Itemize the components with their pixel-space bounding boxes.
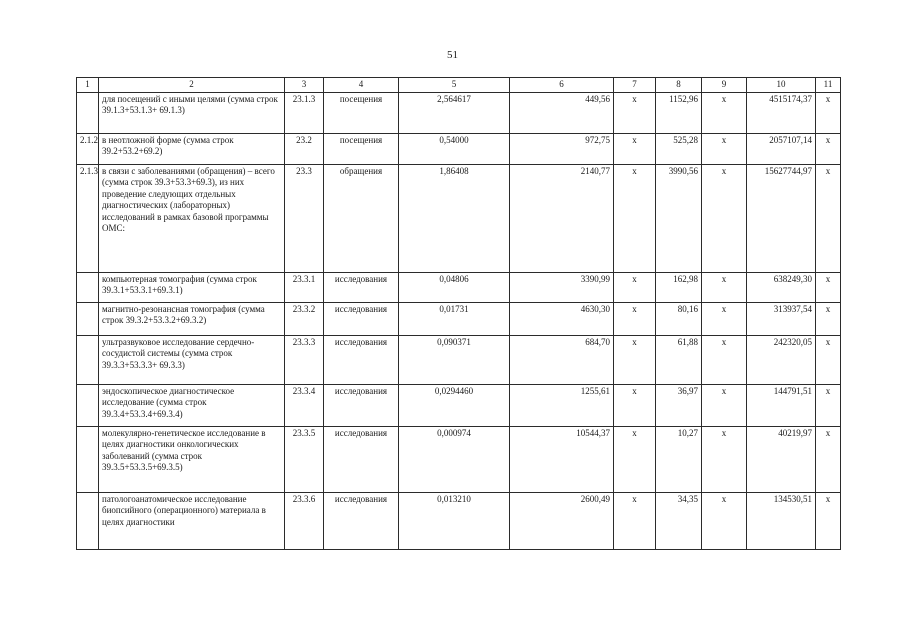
row-number <box>77 492 99 549</box>
row-unit: исследования <box>324 384 399 426</box>
cell-col10: 40219,97 <box>747 426 816 492</box>
table-row <box>77 384 841 426</box>
header-cell: 5 <box>399 78 510 93</box>
cell-col5: 1,86408 <box>399 164 510 272</box>
cell-col11: х <box>816 133 841 164</box>
cell-col9: х <box>702 492 747 549</box>
row-number: 2.1.2 <box>77 133 99 164</box>
cell-col8: 80,16 <box>656 302 702 335</box>
row-name: ультразвуковое исследование сердечно-сосудистой системы (сумма строк 39.3.3+53.3.3+ 69.3.3) <box>99 335 285 384</box>
table-row <box>77 492 841 549</box>
cell-col5: 0,013210 <box>399 492 510 549</box>
row-code: 23.3.6 <box>285 492 324 549</box>
data-table <box>76 77 841 550</box>
header-cell: 10 <box>747 78 816 93</box>
cell-col7: х <box>614 133 656 164</box>
row-name: магнитно-резонансная томография (сумма строк 39.3.2+53.3.2+69.3.2) <box>99 302 285 335</box>
row-unit: посещения <box>324 92 399 133</box>
cell-col8: 61,88 <box>656 335 702 384</box>
header-cell: 8 <box>656 78 702 93</box>
row-code: 23.3.1 <box>285 272 324 302</box>
cell-col7: х <box>614 302 656 335</box>
cell-col11: х <box>816 164 841 272</box>
cell-col8: 34,35 <box>656 492 702 549</box>
row-unit: посещения <box>324 133 399 164</box>
row-name: компьютерная томография (сумма строк 39.3.1+53.3.1+69.3.1) <box>99 272 285 302</box>
cell-col6: 684,70 <box>510 335 614 384</box>
row-unit: исследования <box>324 272 399 302</box>
table-row <box>77 302 841 335</box>
cell-col8: 10,27 <box>656 426 702 492</box>
cell-col9: х <box>702 426 747 492</box>
row-name: в неотложной форме (сумма строк 39.2+53.2+69.2) <box>99 133 285 164</box>
row-code: 23.1.3 <box>285 92 324 133</box>
header-cell: 7 <box>614 78 656 93</box>
cell-col11: х <box>816 426 841 492</box>
header-row <box>77 78 841 93</box>
cell-col8: 162,98 <box>656 272 702 302</box>
header-cell: 4 <box>324 78 399 93</box>
cell-col6: 1255,61 <box>510 384 614 426</box>
row-code: 23.3.5 <box>285 426 324 492</box>
cell-col8: 1152,96 <box>656 92 702 133</box>
row-unit: обращения <box>324 164 399 272</box>
cell-col7: х <box>614 426 656 492</box>
cell-col11: х <box>816 384 841 426</box>
header-cell: 6 <box>510 78 614 93</box>
table-row <box>77 92 841 133</box>
cell-col7: х <box>614 272 656 302</box>
cell-col8: 525,28 <box>656 133 702 164</box>
cell-col9: х <box>702 384 747 426</box>
row-unit: исследования <box>324 426 399 492</box>
cell-col6: 972,75 <box>510 133 614 164</box>
cell-col7: х <box>614 335 656 384</box>
row-name: эндоскопическое диагностическое исследование (сумма строк 39.3.4+53.3.4+69.3.4) <box>99 384 285 426</box>
cell-col11: х <box>816 335 841 384</box>
cell-col9: х <box>702 133 747 164</box>
row-code: 23.2 <box>285 133 324 164</box>
row-code: 23.3.4 <box>285 384 324 426</box>
row-code: 23.3.3 <box>285 335 324 384</box>
header-cell: 11 <box>816 78 841 93</box>
cell-col10: 144791,51 <box>747 384 816 426</box>
cell-col11: х <box>816 302 841 335</box>
row-unit: исследования <box>324 492 399 549</box>
cell-col6: 10544,37 <box>510 426 614 492</box>
cell-col5: 0,54000 <box>399 133 510 164</box>
cell-col10: 15627744,97 <box>747 164 816 272</box>
cell-col9: х <box>702 92 747 133</box>
cell-col5: 2,564617 <box>399 92 510 133</box>
row-name: в связи с заболеваниями (обращения) – всего (сумма строк 39.3+53.3+69.3), из них проведение следующих отдельных диагностических (лабораторных) исследований в рамках базовой программы ОМС: <box>99 164 285 272</box>
cell-col11: х <box>816 492 841 549</box>
cell-col5: 0,01731 <box>399 302 510 335</box>
cell-col10: 638249,30 <box>747 272 816 302</box>
row-unit: исследования <box>324 302 399 335</box>
cell-col9: х <box>702 335 747 384</box>
cell-col10: 134530,51 <box>747 492 816 549</box>
cell-col6: 3390,99 <box>510 272 614 302</box>
cell-col6: 449,56 <box>510 92 614 133</box>
cell-col10: 2057107,14 <box>747 133 816 164</box>
row-number <box>77 335 99 384</box>
row-number <box>77 272 99 302</box>
cell-col5: 0,0294460 <box>399 384 510 426</box>
row-code: 23.3.2 <box>285 302 324 335</box>
cell-col7: х <box>614 92 656 133</box>
cell-col10: 313937,54 <box>747 302 816 335</box>
row-number <box>77 426 99 492</box>
cell-col7: х <box>614 492 656 549</box>
cell-col8: 3990,56 <box>656 164 702 272</box>
cell-col6: 4630,30 <box>510 302 614 335</box>
header-cell: 1 <box>77 78 99 93</box>
row-number: 2.1.3 <box>77 164 99 272</box>
cell-col10: 4515174,37 <box>747 92 816 133</box>
cell-col10: 242320,05 <box>747 335 816 384</box>
row-name: для посещений с иными целями (сумма строк 39.1.3+53.1.3+ 69.1.3) <box>99 92 285 133</box>
page-number: 51 <box>447 49 458 61</box>
cell-col11: х <box>816 92 841 133</box>
header-cell: 2 <box>99 78 285 93</box>
table-row <box>77 272 841 302</box>
row-number <box>77 384 99 426</box>
row-number <box>77 302 99 335</box>
cell-col9: х <box>702 164 747 272</box>
table-row <box>77 133 841 164</box>
table-row <box>77 335 841 384</box>
cell-col5: 0,000974 <box>399 426 510 492</box>
row-name: патологоанатомическое исследование биопсийного (операционного) материала в целях диагностики <box>99 492 285 549</box>
cell-col9: х <box>702 302 747 335</box>
cell-col5: 0,090371 <box>399 335 510 384</box>
cell-col11: х <box>816 272 841 302</box>
table-row <box>77 164 841 272</box>
cell-col7: х <box>614 384 656 426</box>
table-row <box>77 426 841 492</box>
cell-col5: 0,04806 <box>399 272 510 302</box>
cell-col6: 2600,49 <box>510 492 614 549</box>
row-code: 23.3 <box>285 164 324 272</box>
cell-col8: 36,97 <box>656 384 702 426</box>
cell-col7: х <box>614 164 656 272</box>
row-unit: исследования <box>324 335 399 384</box>
row-number <box>77 92 99 133</box>
header-cell: 3 <box>285 78 324 93</box>
header-cell: 9 <box>702 78 747 93</box>
row-name: молекулярно-генетическое исследование в целях диагностики онкологических заболеваний (сумма строк 39.3.5+53.3.5+69.3.5) <box>99 426 285 492</box>
cell-col6: 2140,77 <box>510 164 614 272</box>
cell-col9: х <box>702 272 747 302</box>
